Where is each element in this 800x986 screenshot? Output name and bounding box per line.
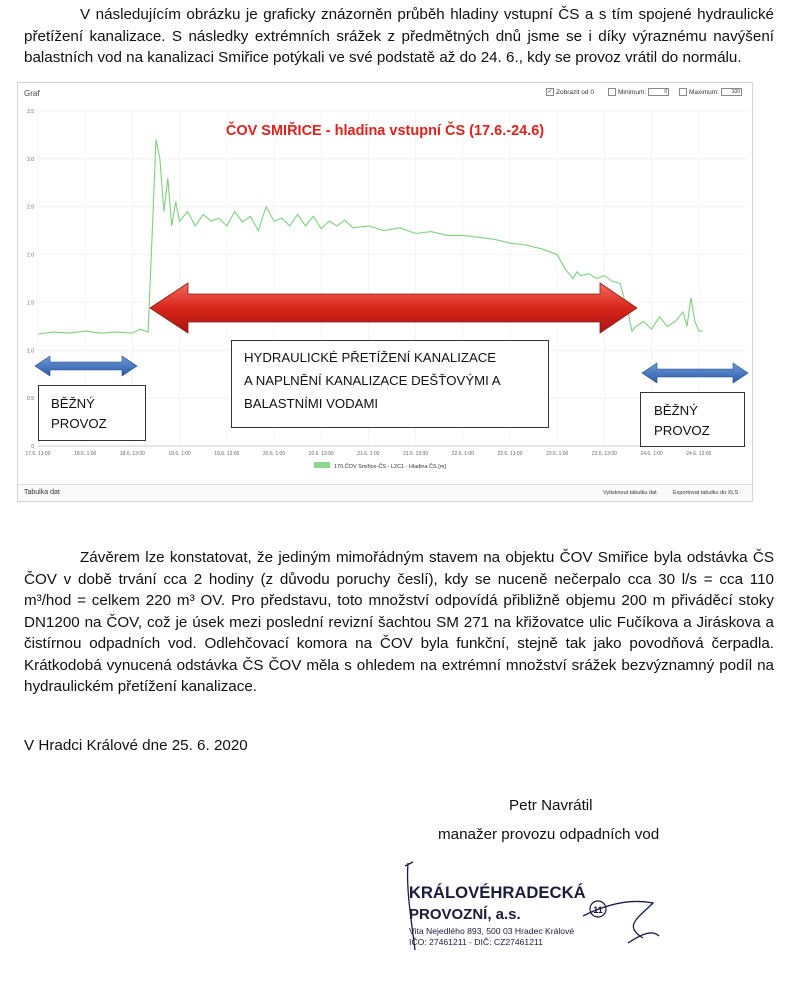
overload-line-2: A NAPLNĚNÍ KANALIZACE DEŠŤOVÝMI A — [244, 373, 501, 388]
x-tick-label: 20.6. 13:00 — [308, 451, 334, 457]
show-from-zero-label: Zobrazit od 0 — [556, 88, 594, 96]
x-tick-label: 18.6. 1:00 — [74, 451, 97, 457]
minimum-label: Minimum: — [618, 88, 647, 96]
panel-title: Graf — [24, 89, 40, 98]
x-tick-label: 24.6. 13:00 — [686, 451, 712, 457]
signatory-name: Petr Navrátil — [509, 797, 593, 814]
x-tick-label: 20.6. 1:00 — [262, 451, 286, 457]
x-tick-label: 24.6. 1:00 — [640, 451, 663, 457]
show-from-zero-checkbox[interactable]: ✓ — [547, 89, 553, 95]
stamp-line-4: IČO: 27461211 - DIČ: CZ27461211 — [409, 937, 543, 947]
x-tick-label: 23.6. 1:00 — [546, 451, 569, 457]
x-tick-label: 22.6. 1:00 — [451, 451, 474, 457]
y-tick-label: 0 — [31, 444, 34, 450]
normal-right-line-1: BĚŽNÝ — [654, 403, 698, 418]
maximum-label: Maximum: — [689, 88, 719, 96]
x-tick-label: 19.6. 13:00 — [214, 451, 240, 457]
y-tick-label: 1.5 — [27, 300, 34, 307]
company-stamp — [403, 858, 663, 958]
normal-left-line-2: PROVOZ — [51, 416, 107, 431]
date-line: V Hradci Králové dne 25. 6. 2020 — [24, 737, 248, 754]
normal-left-line-1: BĚŽNÝ — [51, 396, 95, 411]
stamp-line-2: PROVOZNÍ, a.s. — [409, 906, 521, 923]
stamp-number: 11 — [593, 905, 603, 915]
minimum-input[interactable]: 0 — [648, 88, 669, 96]
x-tick-label: 19.6. 1:00 — [168, 451, 191, 457]
normal-right-line-2: PROVOZ — [654, 423, 710, 438]
x-tick-label: 17.6. 13:00 — [25, 451, 51, 457]
x-tick-label: 18.6. 13:00 — [119, 451, 145, 457]
x-tick-label: 22.6. 13:00 — [497, 451, 523, 457]
overload-line-3: BALASTNÍMI VODAMI — [244, 396, 379, 411]
y-tick-label: 1.0 — [27, 348, 34, 355]
conclusion-paragraph: Závěrem lze konstatovat, že jediným mimořádným stavem na objektu ČOV Smiřice byla odstávka ČS ČOV v době trvání cca 2 hodiny (z důvodu poruchy česlí), kdy se nuceně nečerpalo cca 30 l/s = cca 110 m³/hod = celkem 220 m³ OV. Pro představu, toto množství odpovídá přibližně objemu 200 m přiváděcí stoky DN1200 na ČOV, což je úsek mezi poslední revizní šachtou SM 271 na křižovatce ulic Fučíkova a Jiráskova a čistírnou odpadních vod. Odlehčovací komora na ČOV byla funkční, stejně tak jako povodňová čerpadla. Krátkodobá vynucená odstávka ČS ČOV měla s ohledem na extrémní množství srážek bezvýznamný podíl na hydraulickém přetížení kanalizace. — [24, 549, 774, 695]
x-tick-label: 21.6. 13:00 — [403, 451, 429, 457]
intro-paragraph: V následujícím obrázku je graficky znázorněn průběh hladiny vstupní ČS a s tím spojené hydraulické přetížení kanalizace. S následky extrémních srážek z předmětných dnů jsme se i díky výraznému navýšení balastních vod na kanalizaci Smiřice potýkali ve své podstatě až do 24. 6., kdy se provoz vrátil do normálu. — [24, 6, 774, 66]
stamp-line-1: KRÁLOVÉHRADECKÁ — [408, 882, 586, 903]
chart-title: ČOV SMIŘICE - hladina vstupní ČS (17.6.-24.6) — [225, 123, 545, 139]
signatory-role: manažer provozu odpadních vod — [438, 826, 660, 843]
print-table-link[interactable]: Vytisknout tabulku dat — [603, 490, 657, 496]
stamp-line-3: Vita Nejedlého 893, 500 03 Hradec Králové — [409, 926, 575, 936]
y-tick-label: 2.5 — [27, 204, 34, 211]
normal-operation-box-right — [640, 392, 745, 447]
overload-line-1: HYDRAULICKÉ PŘETÍŽENÍ KANALIZACE — [244, 350, 497, 365]
overload-annotation-box — [231, 340, 549, 428]
legend-label: 170.ČOV Smiřice-ČS - L2C1 - Hladina ČS [m] — [334, 464, 446, 470]
normal-right-arrow — [642, 363, 748, 383]
x-tick-label: 23.6. 13:00 — [591, 451, 617, 457]
y-tick-label: 3.0 — [27, 156, 34, 163]
data-table-title: Tabulka dat — [24, 489, 60, 496]
overload-period-arrow — [150, 283, 637, 333]
x-tick-label: 21.6. 1:00 — [357, 451, 380, 457]
export-xls-link[interactable]: Exportovat tabulku do XLS — [673, 490, 739, 496]
normal-operation-box-left — [38, 385, 146, 441]
y-tick-label: 2.0 — [27, 252, 34, 259]
y-tick-label: 3.5 — [27, 109, 34, 115]
normal-left-arrow — [35, 356, 137, 376]
maximum-input[interactable]: 100 — [721, 88, 742, 96]
y-tick-label: 0.5 — [27, 396, 34, 403]
